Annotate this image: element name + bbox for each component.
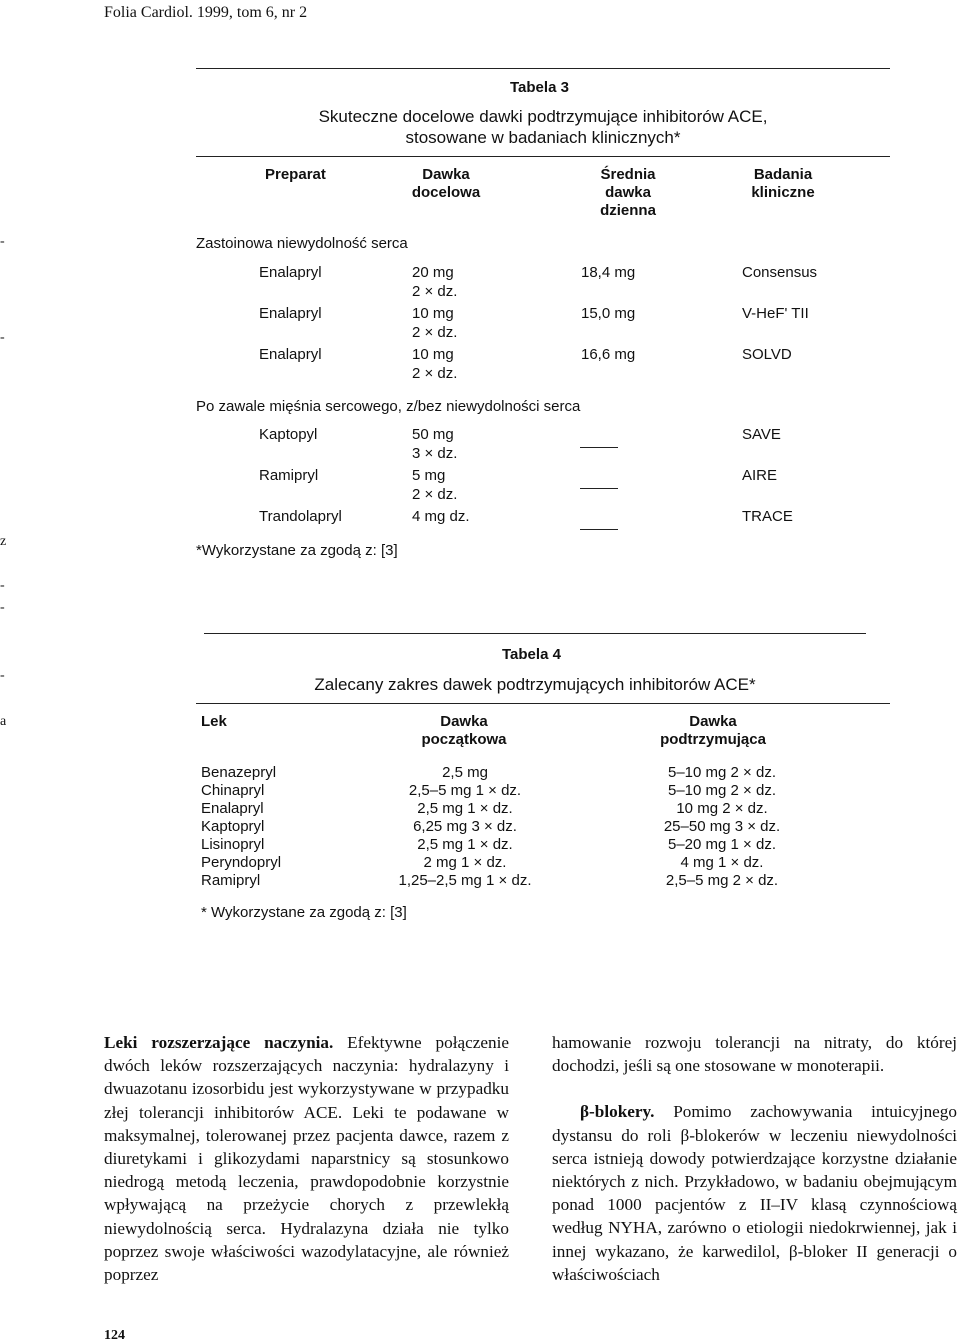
- table4-footnote: * Wykorzystane za zgodą z: [3]: [201, 904, 407, 921]
- table-row: [201, 854, 881, 872]
- section-heading-beta-blockers: β-blokery.: [580, 1102, 655, 1122]
- table3-cell-mean: 15,0 mg: [581, 305, 636, 322]
- table3-cell-drug: Kaptopyl: [259, 426, 318, 443]
- page-number: 124: [104, 1328, 125, 1343]
- table4-cell-start: 2,5–5 mg 1 × dz.: [408, 782, 522, 799]
- table3-cell-mean-dash: [580, 435, 618, 453]
- table3-cell-dose-amount: 10 mg: [412, 346, 454, 363]
- table3-section-heading: Po zawale mięśnia sercowego, z/bez niewydolności serca: [196, 398, 581, 415]
- body-left-column: [104, 1031, 509, 1286]
- paragraph-vasodilators-text: Efektywne połączenie dwóch leków rozszerzających naczynia: hydralazyny i dwuazotanu izosorbidu jest wykorzystywane w przypadku złej tolerancji inhibitorów ACE. Leki te podawane w maksymalnej, tolerowanej przez pacjenta dawce, razem z diuretykami i glikozydami naparstnicy są stosunkowo niedrogą metodą leczenia, prawdopodobnie korzystnie wpływającą na przeżycie chorych z przewlekłą niewydolnością serca. Hydralazyna działa nie tylko poprzez swoje właściwości wazodylatacyjne, ale również poprzez: [104, 1033, 509, 1285]
- table3-cell-dose: [412, 425, 457, 463]
- table4-cell-drug: Ramipryl: [201, 872, 261, 889]
- table3-col-srednia-line3: dzienna: [600, 202, 656, 219]
- table3-cell-dose-freq: 2 × dz.: [412, 365, 458, 382]
- table3-title-line2: stosowane w badaniach klinicznych*: [405, 128, 681, 147]
- table4-cell-start: 2,5 mg 1 × dz.: [417, 836, 513, 853]
- table4-cell-maint: 2,5–5 mg 2 × dz.: [665, 872, 779, 889]
- table4-col-start-line1: Dawka: [440, 713, 488, 730]
- running-head: Folia Cardiol. 1999, tom 6, nr 2: [104, 4, 308, 21]
- table3-col-dawka-line2: docelowa: [411, 184, 481, 201]
- table3-cell-mean-dash: [580, 517, 618, 535]
- table4-col-maint-line1: Dawka: [689, 713, 737, 730]
- table3-cell-trial: V-HeF' TII: [742, 305, 809, 322]
- table4-cell-start: 2,5 mg 1 × dz.: [417, 800, 513, 817]
- margin-mark: -: [0, 600, 5, 615]
- table3-header-rule: [196, 156, 890, 157]
- paragraph-beta-blockers: [552, 1100, 957, 1286]
- table4-col-maint: [650, 713, 776, 749]
- table3-cell-dose: [412, 345, 457, 383]
- table3-col-badania-line1: Badania: [753, 166, 813, 183]
- table-row: [201, 836, 881, 854]
- table3-cell-dose-freq: 2 × dz.: [412, 283, 458, 300]
- table4-cell-maint: 5–10 mg 2 × dz.: [668, 782, 776, 799]
- table4-cell-maint: 4 mg 1 × dz.: [680, 854, 764, 871]
- table3-col-srednia-line1: Średnia: [600, 166, 656, 183]
- table3-footnote: *Wykorzystane za zgodą z: [3]: [196, 542, 398, 559]
- margin-mark: -: [0, 234, 5, 249]
- table3-cell-dose: [412, 263, 457, 301]
- table4-cell-start: 6,25 mg 3 × dz.: [413, 818, 517, 835]
- margin-mark: a: [0, 714, 7, 729]
- body-right-column: [552, 1031, 957, 1286]
- table4-cell-maint: 10 mg 2 × dz.: [676, 800, 768, 817]
- table4-number: Tabela 4: [502, 646, 561, 663]
- margin-mark: -: [0, 578, 5, 593]
- table3-cell-drug: Enalapryl: [259, 346, 322, 363]
- table3-cell-dose-amount: 50 mg: [412, 426, 454, 443]
- table4-header-rule: [196, 703, 890, 704]
- table4-col-lek: Lek: [201, 713, 227, 730]
- table4-cell-drug: Benazepryl: [201, 764, 277, 781]
- table3-cell-dose-freq: 2 × dz.: [412, 324, 458, 341]
- table4-body: [201, 764, 881, 890]
- table4-cell-drug: Kaptopryl: [201, 818, 265, 835]
- table3-cell-dose: 4 mg dz.: [412, 508, 470, 525]
- paragraph-vasodilators: [104, 1031, 509, 1286]
- table-row: [201, 872, 881, 890]
- table4-cell-drug: Lisinopryl: [201, 836, 265, 853]
- table3-cell-dose-freq: 3 × dz.: [412, 445, 458, 462]
- table3-cell-dose-amount: 10 mg: [412, 305, 454, 322]
- table4-cell-drug: Chinapryl: [201, 782, 265, 799]
- table3-cell-trial: Consensus: [742, 264, 818, 281]
- table3-cell-drug: Ramipryl: [259, 467, 319, 484]
- table3-cell-mean: 18,4 mg: [581, 264, 636, 281]
- table3-col-srednia-line2: dawka: [605, 184, 651, 201]
- table3-cell-trial: TRACE: [742, 508, 793, 525]
- table3-cell-mean: 16,6 mg: [581, 346, 636, 363]
- table3-cell-dose: [412, 304, 457, 342]
- table3-cell-trial: SAVE: [742, 426, 781, 443]
- table4-top-rule: [204, 633, 866, 634]
- table3-cell-trial: SOLVD: [742, 346, 792, 363]
- table3-col-badania: [740, 166, 826, 202]
- table-row: [201, 818, 881, 836]
- section-heading-vasodilators: Leki rozszerzające naczynia.: [104, 1033, 334, 1052]
- table3-title: [196, 106, 890, 148]
- paragraph-tolerance: hamowanie rozwoju tolerancji na nitraty, do której dochodzi, jeśli są one stosowane w monoterapii.: [552, 1033, 957, 1076]
- table4-cell-drug: Peryndopryl: [201, 854, 282, 871]
- table4-cell-start: 1,25–2,5 mg 1 × dz.: [398, 872, 532, 889]
- table-row: [201, 800, 881, 818]
- table3-col-dawka: [400, 166, 492, 202]
- margin-mark: -: [0, 330, 5, 345]
- table4-cell-start: 2,5 mg: [442, 764, 488, 781]
- table3-cell-drug: Trandolapryl: [259, 508, 342, 525]
- table4-cell-maint: 5–10 mg 2 × dz.: [668, 764, 776, 781]
- table3-section-heading: Zastoinowa niewydolność serca: [196, 235, 408, 252]
- table3-top-rule: [196, 68, 890, 69]
- table3-cell-drug: Enalapryl: [259, 305, 322, 322]
- paragraph-beta-blockers-text: Pomimo zachowywania intuicyjnego dystansu do roli β-blokerów w leczeniu niewydolności serca istnieją dowody potwierdzające korzystne działanie niektórych z nich. Przykładowo, w badaniu obejmującym ponad 1000 pacjentów z II–IV klasą czynnościową według NYHA, zarówno o etiologii niedokrwiennej, jak i innej wykazano, że karwedilol, β-bloker II generacji o właściwościach: [552, 1102, 957, 1284]
- table3-number: Tabela 3: [510, 79, 569, 96]
- table3-cell-trial: AIRE: [742, 467, 778, 484]
- table4-col-start-line2: początkowa: [421, 731, 507, 748]
- table3-col-dawka-line1: Dawka: [422, 166, 470, 183]
- table3-cell-dose-amount: 5 mg: [412, 467, 446, 484]
- table3-cell-dose: [412, 466, 457, 504]
- table4-cell-maint: 5–20 mg 1 × dz.: [668, 836, 776, 853]
- table3-title-line1: Skuteczne docelowe dawki podtrzymujące inhibitorów ACE,: [318, 107, 768, 126]
- table3-col-srednia: [580, 166, 676, 220]
- table3-col-preparat: Preparat: [265, 166, 326, 183]
- table4-col-maint-line2: podtrzymująca: [660, 731, 766, 748]
- margin-mark: z: [0, 534, 7, 549]
- table4-cell-maint: 25–50 mg 3 × dz.: [663, 818, 781, 835]
- table4-cell-drug: Enalapryl: [201, 800, 264, 817]
- table4-col-start: [404, 713, 524, 749]
- table3-cell-drug: Enalapryl: [259, 264, 322, 281]
- table-row: [201, 764, 881, 782]
- table3-col-badania-line2: kliniczne: [751, 184, 815, 201]
- table4-cell-start: 2 mg 1 × dz.: [423, 854, 507, 871]
- table4-title: Zalecany zakres dawek podtrzymujących inhibitorów ACE*: [314, 675, 756, 694]
- table-row: [201, 782, 881, 800]
- table3-cell-dose-freq: 2 × dz.: [412, 486, 458, 503]
- table3-cell-mean-dash: [580, 476, 618, 494]
- table3-cell-dose-amount: 20 mg: [412, 264, 454, 281]
- margin-mark: -: [0, 668, 5, 683]
